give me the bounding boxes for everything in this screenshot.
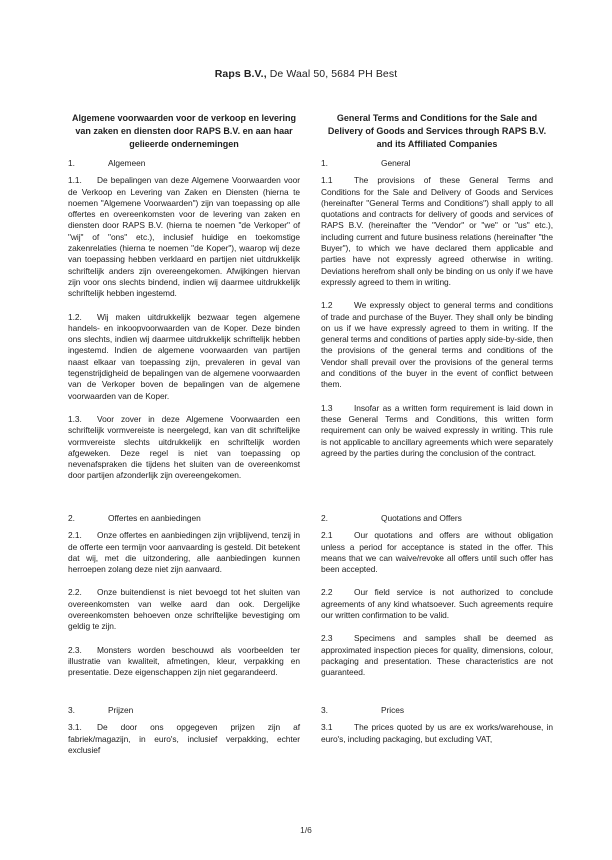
paragraph-number: 2.3 (321, 633, 333, 644)
paragraph-text: Monsters worden beschouwd als voorbeelden ter illustratie van kwaliteit, afmetingen, kleur, verpakking en presentatie. Deze eigenschappen zijn niet gegarandeerd. (68, 644, 300, 678)
section-number: 3. (68, 705, 75, 715)
section-group (68, 705, 300, 756)
paragraph (68, 587, 300, 632)
company-address: De Waal 50, 5684 PH Best (266, 68, 398, 80)
paragraph-text: Voor zover in deze Algemene Voorwaarden een schriftelijk vormvereiste is neergelegd, kan van dit schriftelijke vormvereiste slechts uitdrukkelijk en schriftelijk worden afgeweken. Deze regel is niet van toepassing op nevenafspraken die tijdens het sluiten van de overeenkomst door partijen afzonderlijk zijn overeengekomen. (68, 413, 300, 481)
section-group (321, 158, 553, 513)
paragraph-text: Insofar as a written form requirement is laid down in these General Terms and Conditions, this written form requirement can only be waived expressly in writing. This rule is not applicable to ancillary agreements which were separately agreed by the parties during the conclusion of the contract. (321, 402, 553, 458)
company-name: Raps B.V., (214, 68, 267, 80)
section-group (321, 705, 553, 745)
section-number: 1. (321, 158, 328, 168)
section-heading (321, 158, 553, 169)
paragraph (68, 312, 300, 402)
paragraph-number: 3.1 (321, 722, 333, 733)
paragraph (321, 530, 553, 575)
section-number: 1. (68, 158, 75, 168)
paragraph-text: Wij maken uitdrukkelijk bezwaar tegen algemene handels- en inkoopvoorwaarden van de Koper. Deze binden ons slechts, indien wij daarmee uitdrukkelijk schriftelijk hebben ingestemd. Indien de algemene voorwaarden van partijen naast elkaar van toepassing zijn, prevaleren in geval van tegenstrijdigheid de bepalingen van de algemene voorwaarden van de Verkoper boven de bepalingen van de algemene voorwaarden van de Koper. (68, 311, 300, 401)
section-number: 2. (68, 513, 75, 523)
paragraph-number: 2.1. (68, 530, 82, 541)
paragraph (68, 645, 300, 679)
section-group (321, 513, 553, 705)
page-number: 1/6 (300, 825, 312, 835)
paragraph-number: 1.3. (68, 413, 82, 424)
paragraph-text: Our quotations and offers are without obligation unless a period for acceptance is stated in the offer. This means that we can waive/revoke all offers until such offer has been accepted. (321, 530, 553, 575)
section-title: General (381, 158, 411, 168)
right-column-english (321, 112, 553, 757)
paragraph-number: 1.2. (68, 311, 82, 322)
paragraph-number: 1.1 (321, 175, 333, 186)
section-heading (68, 513, 300, 524)
paragraph-number: 2.2 (321, 587, 333, 598)
paragraph (321, 175, 553, 288)
paragraph-number: 2.2. (68, 587, 82, 598)
paragraph (68, 175, 300, 299)
paragraph (321, 587, 553, 621)
paragraph-text: De door ons opgegeven prijzen zijn af fabriek/magazijn, in euro's, inclusief verpakking, echter exclusief (68, 722, 300, 755)
column-title: General Terms and Conditions for the Sale and Delivery of Goods and Services through RAPS B.V. and its Affiliated Companies (327, 113, 547, 149)
paragraph (321, 722, 553, 745)
paragraph-number: 2.3. (68, 644, 82, 655)
paragraph (68, 722, 300, 756)
paragraph-text: The provisions of these General Terms and Conditions for the Sale and Delivery of Goods and Services (hereinafter "General Terms and Conditions") shall apply to all quotations and contracts for delivery of goods and services of RAPS B.V. (hereinafter the "Vendor" or "we" or "us" etc.), including current and future business relations (hereinafter "the Buyer"), to which we have declared them applicable and parties have not expressly agreed otherwise in writing. Deviations herefrom shall only be binding on us only if we have expressly agreed to them in writing. (321, 175, 553, 287)
paragraph (68, 530, 300, 575)
document-page (0, 68, 612, 860)
section-group (68, 513, 300, 705)
paragraph (68, 414, 300, 482)
paragraph (321, 300, 553, 390)
section-heading (68, 705, 300, 716)
paragraph-text: Specimens and samples shall be deemed as approximated inspection pieces for quality, dimensions, colour, packaging and presentation. These characteristics are not guaranteed. (321, 633, 553, 678)
paragraph-number: 3.1. (68, 722, 82, 733)
section-title: Offertes en aanbiedingen (108, 513, 201, 523)
paragraph-text: We expressly object to general terms and conditions of trade and purchase of the Buyer. They shall only be binding on us if we have expressly agreed to them in writing. If the general terms and conditions of parties apply side-by-side, then the provisions of the general terms and conditions of the Vendor shall prevail over the provisions of the general terms and conditions of the buyer in the event of conflict between them. (321, 300, 553, 390)
paragraph (321, 633, 553, 678)
paragraph-text: The prices quoted by us are ex works/warehouse, in euro's, including packaging, but excluding VAT, (321, 722, 553, 744)
section-number: 3. (321, 705, 328, 715)
section-heading (68, 158, 300, 169)
section-title: Quotations and Offers (381, 513, 462, 523)
paragraph-number: 1.1. (68, 175, 82, 186)
paragraph-number: 2.1 (321, 530, 333, 541)
section-number: 2. (321, 513, 328, 523)
two-column-body (0, 112, 612, 768)
section-heading (321, 513, 553, 524)
section-title: Prijzen (108, 705, 134, 715)
paragraph-number: 1.2 (321, 300, 333, 311)
paragraph (321, 403, 553, 459)
left-column-dutch (68, 112, 300, 768)
column-title: Algemene voorwaarden voor de verkoop en levering van zaken en diensten door RAPS B.V. en aan haar gelieerde ondernemingen (71, 113, 297, 149)
paragraph-text: Onze offertes en aanbiedingen zijn vrijblijvend, tenzij in de offerte een termijn voor aanvaarding is gesteld. Dit betekent dat wij, met die uitzondering, alle aanbiedingen kunnen herroepen zolang deze niet zijn aanvaard. (68, 530, 300, 575)
section-heading (321, 705, 553, 716)
paragraph-number: 1.3 (321, 402, 333, 413)
paragraph-text: Onze buitendienst is niet bevoegd tot het sluiten van overeenkomsten van welke aard dan ook. Dergelijke overeenkomsten behoeven onze schriftelijke bevestiging om geldig te zijn. (68, 587, 300, 632)
section-title: Prices (381, 705, 404, 715)
paragraph-text: De bepalingen van deze Algemene Voorwaarden voor de Verkoop en Levering van Zaken en Diensten (hierna te noemen "Algemene Voorwaarden") zijn van toepassing op alle offertes en overeenkomsten voor de levering van zaken en diensten door RAPS B.V. (hierna te noemen "de Verkoper" of "wij" of "ons" etc.), inclusief huidige en toekomstige zakenrelaties (hierna te noemen "de Koper"), waarop wij deze van toepassing hebben verklaard en partijen niet uitdrukkelijk schriftelijk anders zijn overeengekomen. Afwijkingen hiervan zijn voor ons slechts bindend, indien wij daarmee uitdrukkelijk schriftelijk hebben ingestemd. (68, 175, 300, 299)
paragraph-text: Our field service is not authorized to conclude agreements of any kind whatsoever. Such agreements require our written confirmation to be valid. (321, 587, 553, 621)
section-group (68, 158, 300, 513)
document-header (0, 68, 612, 81)
section-title: Algemeen (108, 158, 146, 168)
